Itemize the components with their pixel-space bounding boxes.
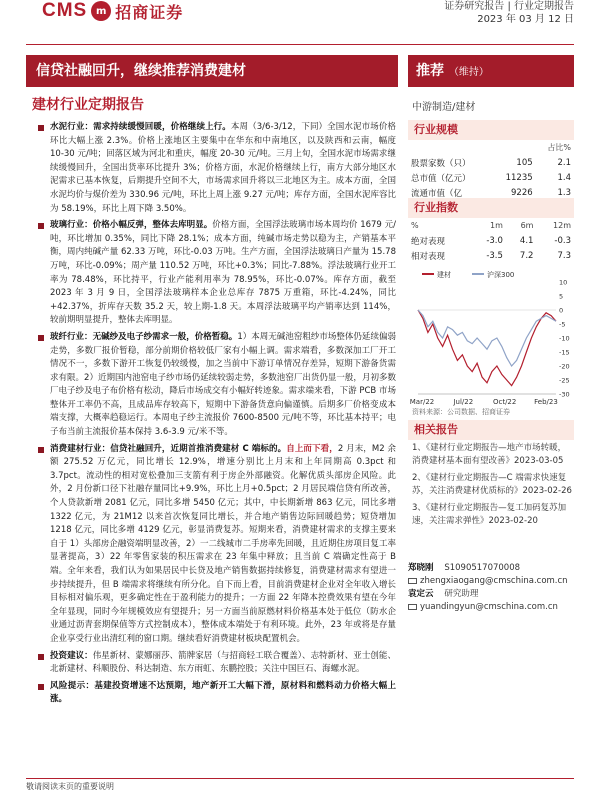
- industry-index-panel: [408, 198, 574, 263]
- report-date: 2023 年 03 月 12 日: [477, 14, 574, 25]
- y-tick-label: 10: [559, 278, 568, 287]
- scale-title: 行业规模: [408, 120, 574, 140]
- scale-pct: 1.4: [557, 172, 571, 183]
- x-tick-label: Mar/22: [409, 398, 435, 406]
- scale-label: 股票家数（只）: [411, 158, 471, 169]
- paragraph-body: 本周（3/6-3/12，下同）全国水泥市场价格环比大幅上涨 2.3%。价格上涨地区主要集中在华东和中南地区，以及陕西和云南，幅度 10-30 元/吨；回落区域为河北和重庆，幅度 20-30 元/吨。三月上旬，全国水泥市场需求继续缓慢回升，全国出货率环比提升 3%；价格方面，水泥价格继续上行，南方大部分地区水泥需求已基本恢复，后期提升空间不大，市场需求回升将以三北地区为主。成本方面，全国水泥均价与煤价差为 330.96 元/吨，环比上周上涨 9.27 元/吨；库存方面，全国水泥库容比为 58.19%，环比上周下降 3.50%。: [50, 122, 396, 214]
- report-link[interactable]: 1、《建材行业定期报告—地产市场转暖，消费建材基本面有望改善》2023-03-05: [412, 443, 567, 466]
- y-tick-label: 5: [559, 292, 564, 301]
- paragraph-body: 1）本周无碱池窑粗纱市场整体仍延续偏弱走势，多数厂报价暂稳，部分前期价格较低厂家有小幅上调。需求端看，多数深加工厂开工情况不一，多数下游开工恢复仍较缓慢，加之当前中下游订单情况存差异，短期下游备货需求有限。2）近期国内池窑电子纱市场仍延续较弱走势，多数池窑厂出货仍显一般，月初多数厂电子纱及电子布价格有松动，降后市场成交有小幅好转迹象。需求端来看，下游 PCB 市场整体开工率仍不高，且成品库存较高下，短期中下游备货意向偏谨慎。后期多厂价格变成本端支撑，大概率趋稳运行。本周电子纱主流报价 7600-8500 元/吨不等，环比基本持平；电子布当前主流报价基本保持 3.6-3.9 元/米不等。: [50, 331, 396, 438]
- table-row: [408, 248, 574, 263]
- paragraph-heading: 风险提示：: [50, 680, 95, 691]
- analyst-email[interactable]: yuandingyun@cmschina.com.cn: [420, 602, 558, 612]
- x-tick-label: Jul/22: [453, 398, 474, 406]
- paragraph-investment: [38, 650, 396, 677]
- paragraph-cement: [38, 121, 396, 216]
- index-value: -0.3: [554, 235, 571, 246]
- header-divider: [26, 44, 574, 45]
- scale-value: 9226: [511, 187, 533, 198]
- paragraph-body: 2 月末，M2 余额 275.52 万亿元，同比增长 12.9%，增速分别比上月末和上年同期高 0.3pct 和 3.7pct。流动性的相对宽松叠加三支箭有利于房企外部融资。化解优质头部房企风险。此外，2 月份新口径下社融存量同比+9.9%，环比上月+0.5pct；2 月居民端信贷有所改善，个人贷款新增 2081 亿元，同比多增 5450 亿元；其中，中长期新增 863 亿元，同比多增 1322 亿元，为 21M12 以来首次恢复同比增长，并合地产销售边际回暖趋势；短贷增加 1218 亿元，同比多增 4129 亿元，彰显消费复苏。短期来看，消费建材需求的支撑主要来自于 1）头部房企融资端明显改善，2）一二线城市二手房率先回暖，且近期住房项目复工率显著提高，3）22 年零售家装的积压需求在 23 年集中释放；且当前 C 端确定性高于 B 端。全年来看，我们认为如果居民中长贷及地产销售数据持续修复，消费建材需求有望进一步持续提升，但 B 端需求将继续有所分化。自下而上看，目前消费建材企业对全年收入增长目标相对偏乐观，更多确定性在于盈利能力的提升；一方面 22 年降本控费效果有望在今年全年显现，同时今年规模效应有望提升；另一方面当前原燃材料价格基本处于低位（防水企业通过沥青套期保值等方式控制成本），整体成本端处于有利环境。此外，23 年或将是存量企业享受行业出清红利的窗口期。继续看好消费建材板块配置机会。: [50, 443, 396, 644]
- paragraph-body: 基建投资增速不达预期，地产新开工大幅下滑，原材料和燃料动力价格大幅上涨。: [50, 680, 396, 705]
- paragraph-heading: 水泥行业：需求持续缓慢回暖，价格继续上行。: [50, 122, 231, 132]
- paragraph-glass: [38, 219, 396, 328]
- chart-source-note: 资料来源：公司数据、招商证券: [412, 408, 510, 416]
- y-tick-label: -10: [559, 334, 570, 343]
- scale-label: 流通市值（亿: [411, 188, 463, 199]
- scale-value: 11235: [505, 172, 533, 183]
- x-tick-label: Feb/23: [534, 398, 558, 406]
- y-tick-label: -30: [559, 390, 570, 399]
- index-value: 4.1: [519, 235, 534, 246]
- analyst-id: S1090517070008: [444, 563, 521, 573]
- logo-cn-text: 招商证券: [115, 2, 184, 22]
- page-footer: [26, 778, 574, 792]
- paragraph-heading: 消费建材行业：信贷社融回升，近期首推消费建材 C 端标的。: [50, 443, 287, 454]
- paragraph-risk: [38, 680, 396, 707]
- paragraph-consumer-materials: [38, 443, 396, 647]
- report-title-banner: [26, 55, 398, 87]
- rating-note: （维持）: [448, 67, 489, 78]
- paragraph-body: 价格方面，全国浮法玻璃市场本周均价 1679 元/吨，环比增加 0.35%，同比下降 28.1%；成本方面，纯碱市场走势以稳为主，产销基本平衡，周内纯碱产量 62.33 万吨，环比-0.03 万吨。生产方面，全国浮法玻璃日产量为 15.78 万吨，环比-0.09%；周产量 110.52 万吨，环比+0.3%；同比-7.88%。浮法玻璃行业开工率为 78.48%，环比持平，行业产能利用率为 78.95%，环比-0.07%。库存方面，截至 2023 年 3 月 9 日，全国浮法玻璃样本企业总库存 7875 万重箱，环比-4.24%，同比+42.37%，折库存天数 35.2 天，较上期-1.8 天。本周浮法玻璃平均产销率达到 114%，较前期明显提升，整体去库明显。: [50, 220, 396, 326]
- industry-scale-panel: [408, 120, 574, 200]
- paragraph-fiberglass: [38, 331, 396, 440]
- email-icon: [408, 578, 417, 584]
- table-row: [408, 155, 574, 170]
- header-meta: [444, 0, 574, 26]
- y-tick-label: -20: [559, 362, 570, 371]
- scale-pct: 2.1: [557, 157, 571, 168]
- y-tick-label: -25: [559, 376, 570, 385]
- paragraph-highlight: 自上而下看，: [286, 443, 338, 454]
- related-reports-list: [408, 442, 574, 532]
- page-header: [0, 0, 600, 34]
- report-link[interactable]: 2、《建材行业定期报告—C 端需求快速复苏，关注消费建材优质标的》2023-02-26: [412, 473, 572, 496]
- index-value: 7.3: [557, 250, 571, 261]
- logo-badge-icon: m: [91, 1, 111, 21]
- index-label: 相对表现: [411, 251, 446, 262]
- scale-label: 总市值（亿元）: [411, 173, 471, 184]
- related-reports-panel: [408, 420, 574, 440]
- analyst-email[interactable]: zhengxiaogang@cmschina.com.cn: [420, 576, 568, 586]
- industry-name: 中游制造/建材: [412, 102, 476, 113]
- rating-banner: [408, 55, 574, 87]
- legend-label: 建材: [437, 271, 451, 279]
- scale-col-header: 占比%: [547, 143, 571, 152]
- report-subtitle: 建材行业定期报告: [32, 97, 144, 113]
- paragraph-heading: 投资建议：: [50, 650, 93, 661]
- x-tick-label: Oct/22: [492, 398, 517, 406]
- cms-logo: [42, 0, 183, 22]
- table-row: [408, 233, 574, 248]
- report-title: 信贷社融回升，继续推荐消费建材: [36, 63, 246, 79]
- index-value: -3.0: [486, 235, 503, 246]
- index-col-header: 12m: [553, 221, 571, 230]
- index-chart-svg: [408, 268, 574, 416]
- y-tick-label: -15: [559, 348, 570, 357]
- logo-text: CMS: [42, 0, 88, 21]
- analyst-role: 研究助理: [444, 589, 479, 599]
- series-line: [418, 310, 556, 386]
- index-chart: [408, 268, 574, 416]
- index-col-header: 6m: [520, 221, 534, 230]
- index-table: [408, 218, 574, 263]
- paragraph-heading: 玻璃行业：价格小幅反弹，整体去库明显。: [50, 220, 213, 231]
- analyst-panel: [408, 562, 574, 614]
- paragraph-heading: 玻纤行业：无碱纱及电子纱需求一般，价格暂稳。: [50, 331, 238, 342]
- index-label: 绝对表现: [411, 236, 446, 247]
- report-link[interactable]: 3、《建材行业定期报告—复工加码复苏加速，关注需求弹性》2023-02-20: [412, 503, 567, 526]
- legend-label: 沪深300: [487, 271, 515, 279]
- scale-pct: 1.3: [557, 187, 571, 198]
- report-type: 证券研究报告 | 行业定期报告: [444, 1, 574, 12]
- analyst-name: 郑晓刚: [408, 563, 434, 573]
- y-tick-label: 0: [559, 306, 564, 315]
- index-value: 7.2: [519, 250, 534, 261]
- series-line: [418, 310, 556, 366]
- main-content: [38, 121, 396, 710]
- analyst-name: 袁定云: [408, 589, 434, 599]
- scale-value: 105: [516, 157, 533, 168]
- index-col-header: %: [411, 221, 419, 230]
- footer-disclaimer: 敬请阅读末页的重要说明: [26, 782, 114, 791]
- y-tick-label: -5: [559, 320, 566, 329]
- reports-title: 相关报告: [408, 420, 574, 440]
- email-icon: [408, 604, 417, 610]
- scale-table: [408, 140, 574, 200]
- index-col-header: 1m: [490, 221, 503, 230]
- paragraph-body: 伟星新材、蒙娜丽莎、箭牌家居（与招商轻工联合覆盖）、志特新材、亚士创能、北新建材、科顺股份、科达制造、东方雨虹、东鹏控股；关注中国巨石、海螺水泥。: [50, 650, 396, 675]
- index-title: 行业指数: [408, 198, 574, 218]
- table-row: [408, 170, 574, 185]
- index-value: -3.5: [486, 250, 503, 261]
- rating-label: 推荐: [416, 63, 444, 79]
